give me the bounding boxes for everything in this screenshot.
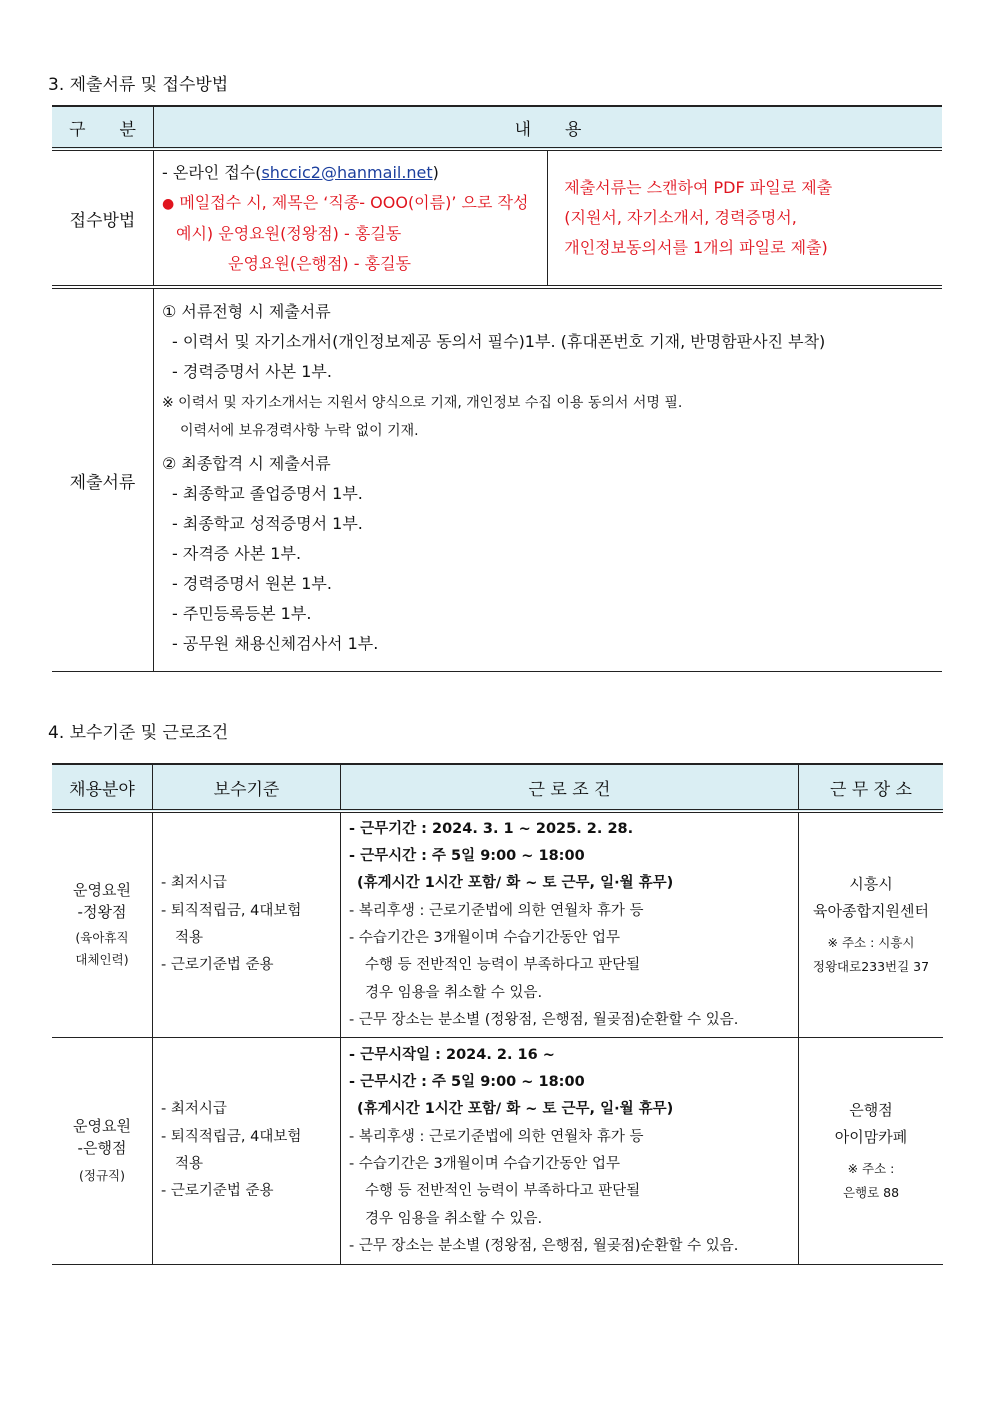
cond-line: - 복리후생 : 근로기준법에 의한 연월차 휴가 등 — [349, 902, 644, 919]
field-name: 운영요원 — [73, 1117, 131, 1135]
docs-line: - 주민등록등본 1부. — [172, 604, 312, 623]
place-address: ※ 주소 : — [847, 1161, 895, 1176]
pay-line: - 근로기준법 준용 — [161, 1183, 274, 1200]
table-row — [52, 811, 943, 1038]
example-line-1: 예시) 운영요원(정왕점) - 홍길동 — [176, 223, 402, 243]
header-field: 채용분야 — [52, 764, 153, 811]
docs-line: - 이력서 및 자기소개서(개인정보제공 동의서 필수)1부. (휴대폰번호 기재, 반명함판사진 부착) — [172, 332, 826, 351]
pay-line: - 근로기준법 준용 — [161, 957, 274, 974]
docs-line: ② 최종합격 시 제출서류 — [162, 454, 331, 473]
field-name: 운영요원 — [73, 881, 131, 899]
place-name: 은행점 — [849, 1101, 893, 1119]
docs-line: - 최종학교 성적증명서 1부. — [172, 514, 363, 533]
online-line: - 온라인 접수(shccic2@hanmail.net) — [162, 162, 439, 182]
place-name: 시흥시 — [849, 875, 893, 893]
mail-subject-line: ● 메일접수 시, 제목은 ‘직종- OOO(이름)’ 으로 작성 — [162, 192, 529, 212]
bullet-icon: ● — [162, 195, 175, 212]
header-conditions: 근 로 조 건 — [341, 764, 799, 811]
cond-line: - 복리후생 : 근로기준법에 의한 연월차 휴가 등 — [349, 1128, 644, 1145]
cond-line: - 수습기간은 3개월이며 수습기간동안 업무 — [349, 1156, 621, 1172]
cond-line: 수행 등 전반적인 능력이 부족하다고 판단될 — [365, 1183, 641, 1200]
cond-line: 경우 임용을 취소할 수 있음. — [365, 984, 543, 1001]
pdf-note-3: 개인정보동의서를 1개의 파일로 제출) — [564, 238, 828, 257]
example-line-2: 운영요원(은행점) - 홍길동 — [228, 253, 411, 273]
place-address: 은행로 88 — [842, 1185, 900, 1200]
field-type: (육아휴직 — [75, 930, 129, 945]
cond-bold-line: - 근무시작일 : 2024. 2. 16 ~ — [349, 1046, 555, 1063]
cond-line: - 수습기간은 3개월이며 수습기간동안 업무 — [349, 930, 621, 946]
cond-line: 수행 등 전반적인 능력이 부족하다고 판단될 — [365, 957, 641, 974]
place-address: ※ 주소 : 시흥시 — [827, 935, 915, 950]
cond-bold-line: (휴게시간 1시간 포함/ 화 ~ 토 근무, 일·월 휴무) — [357, 1101, 674, 1118]
pay-line: - 최저시급 — [161, 875, 227, 892]
section-3-title: 3. 제출서류 및 접수방법 — [48, 75, 229, 95]
cond-bold-line: - 근무기간 : 2024. 3. 1 ~ 2025. 2. 28. — [349, 820, 634, 837]
cond-line: - 근무 장소는 분소별 (정왕점, 은행점, 월곶점)순환할 수 있음. — [349, 1011, 739, 1028]
field-type: 대체인력) — [75, 952, 129, 967]
submission-table — [52, 105, 942, 672]
docs-line: - 경력증명서 사본 1부. — [172, 362, 332, 381]
docs-line: - 경력증명서 원본 1부. — [172, 574, 332, 593]
header-pay: 보수기준 — [153, 764, 341, 811]
conditions-table — [52, 763, 943, 1265]
pay-line: 적용 — [175, 1156, 204, 1172]
cond-bold-line: - 근무시간 : 주 5일 9:00 ~ 18:00 — [349, 848, 585, 865]
section-4-title: 4. 보수기준 및 근로조건 — [48, 723, 229, 743]
header-category: 구 분 — [52, 106, 154, 149]
place-address: 정왕대로233번길 37 — [812, 959, 930, 974]
header-content: 내 용 — [154, 106, 943, 149]
field-type: (정규직) — [79, 1168, 125, 1183]
docs-note: ※ 이력서 및 자기소개서는 지원서 양식으로 기재, 개인정보 수집 이용 동의서 서명 필. — [162, 395, 683, 411]
docs-line: - 공무원 채용신체검사서 1부. — [172, 634, 379, 653]
docs-line: - 자격증 사본 1부. — [172, 544, 302, 563]
place-name: 아이맘카페 — [834, 1128, 908, 1146]
cond-bold-line: - 근무시간 : 주 5일 9:00 ~ 18:00 — [349, 1074, 585, 1091]
header-location: 근 무 장 소 — [799, 764, 944, 811]
pay-line: - 퇴직적립금, 4대보험 — [161, 902, 302, 919]
docs-line: ① 서류전형 시 제출서류 — [162, 302, 331, 321]
cond-bold-line: (휴게시간 1시간 포함/ 화 ~ 토 근무, 일·월 휴무) — [357, 875, 674, 892]
table-row — [52, 1038, 943, 1265]
pay-line: - 최저시급 — [161, 1101, 227, 1118]
method-label: 접수방법 — [52, 149, 154, 287]
pdf-note-2: (지원서, 자기소개서, 경력증명서, — [564, 208, 797, 227]
pay-line: 적용 — [175, 930, 204, 946]
pdf-note-1: 제출서류는 스캔하여 PDF 파일로 제출 — [564, 178, 833, 197]
cond-line: - 근무 장소는 분소별 (정왕점, 은행점, 월곶점)순환할 수 있음. — [349, 1237, 739, 1254]
email-link[interactable]: shccic2@hanmail.net — [261, 162, 433, 182]
field-branch: -정왕점 — [77, 903, 127, 921]
field-branch: -은행점 — [77, 1139, 127, 1157]
cond-line: 경우 임용을 취소할 수 있음. — [365, 1210, 543, 1227]
docs-line: - 최종학교 졸업증명서 1부. — [172, 484, 363, 503]
docs-label: 제출서류 — [52, 287, 154, 672]
docs-note: 이력서에 보유경력사항 누락 없이 기재. — [180, 423, 419, 439]
place-name: 육아종합지원센터 — [813, 902, 929, 920]
pay-line: - 퇴직적립금, 4대보험 — [161, 1128, 302, 1145]
